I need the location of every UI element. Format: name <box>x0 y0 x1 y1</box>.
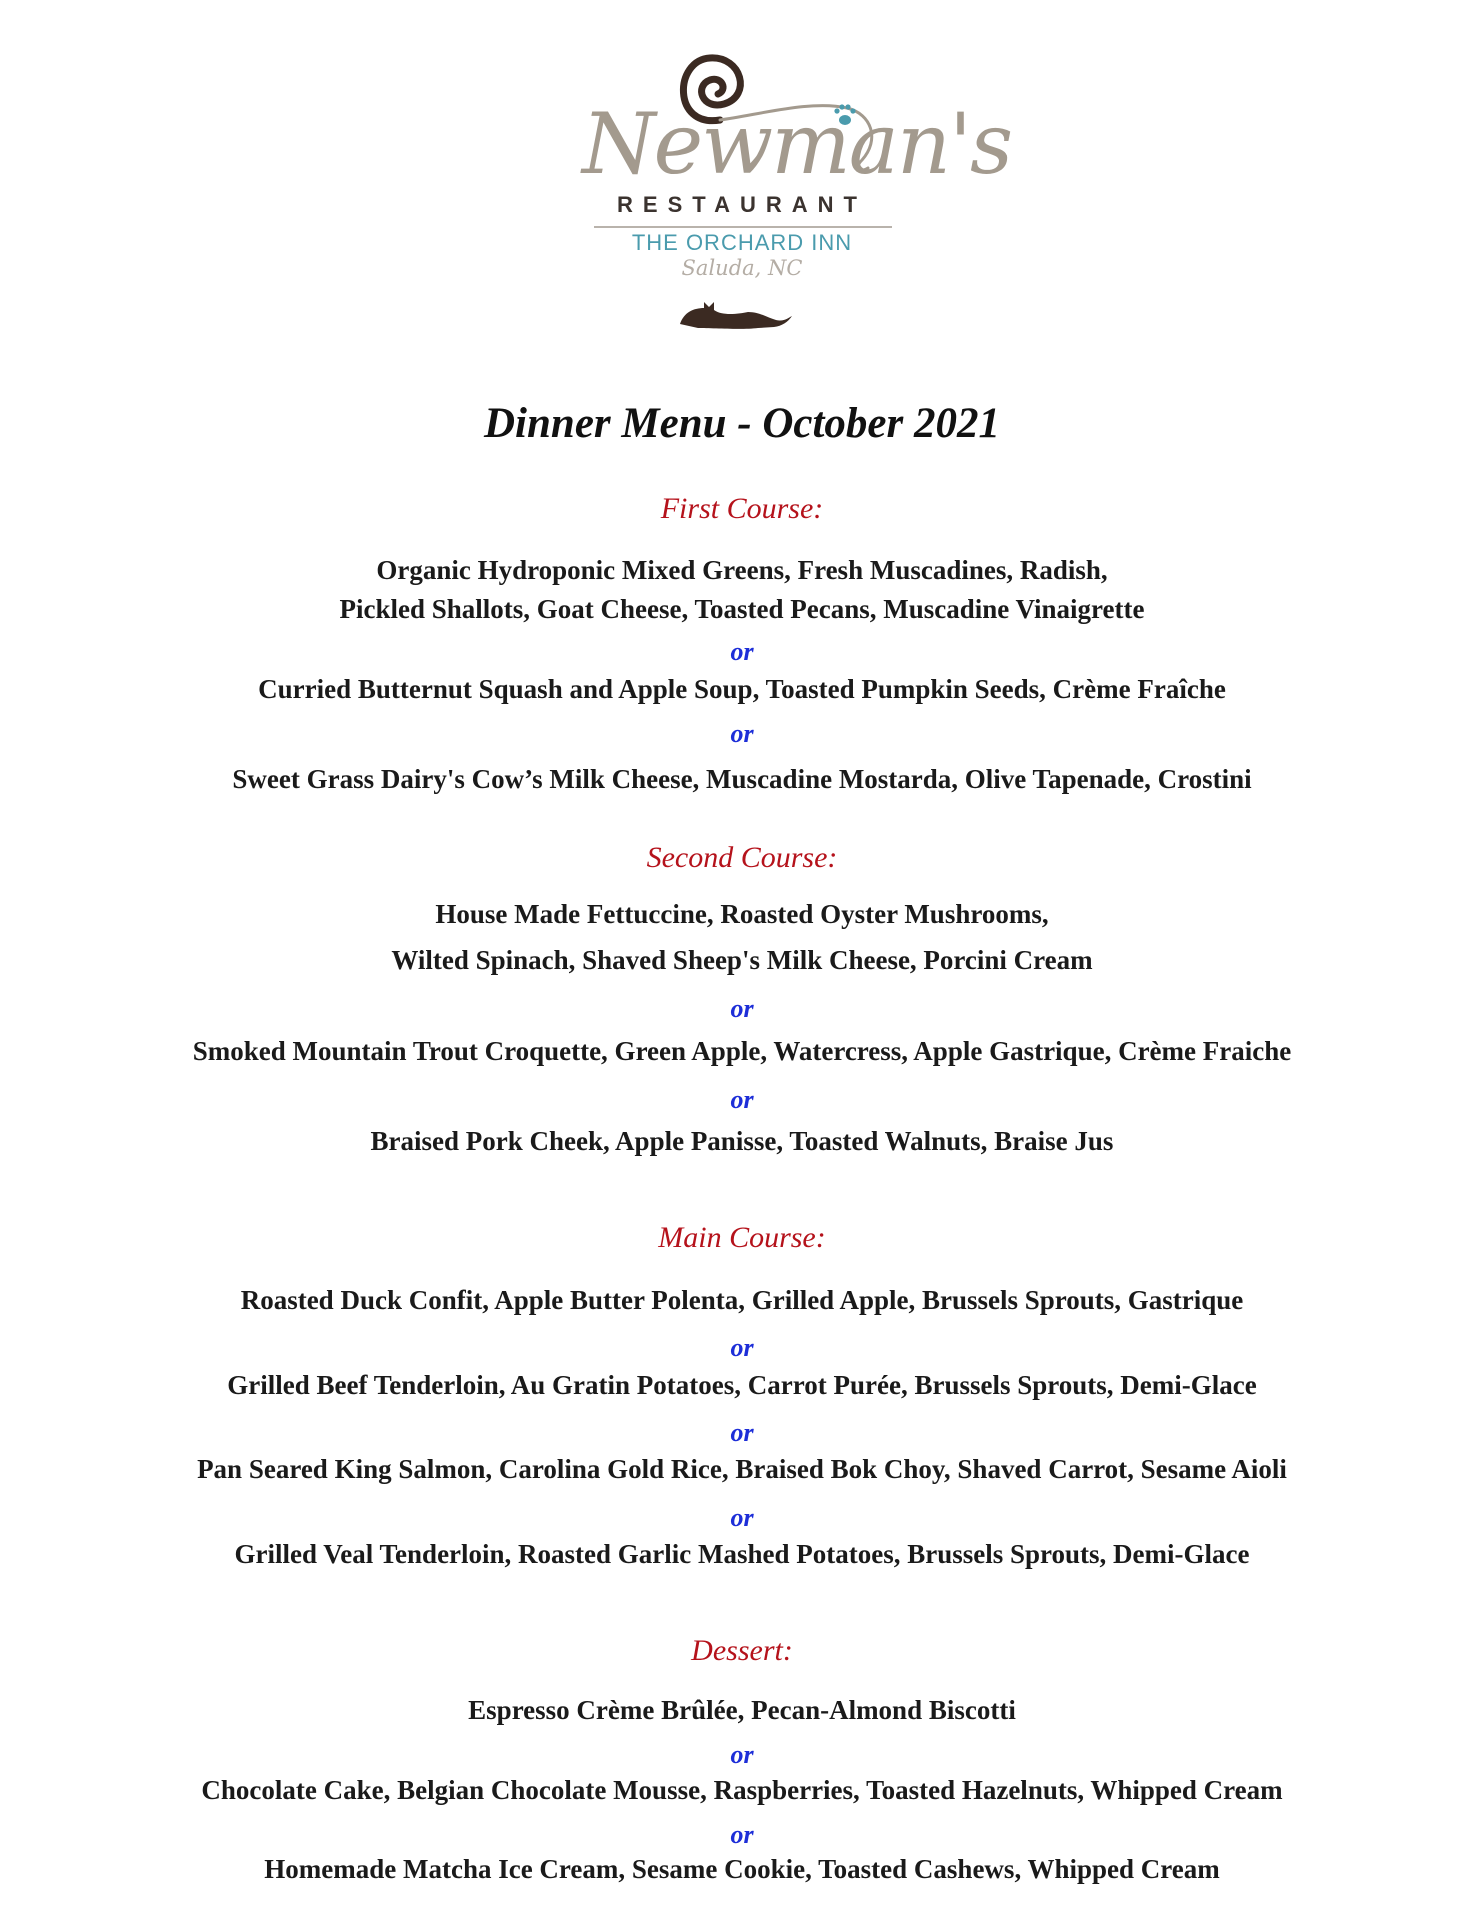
second-course-item-1-line-1: House Made Fettuccine, Roasted Oyster Mushrooms, <box>435 899 1049 929</box>
or-separator: or <box>730 637 754 666</box>
logo-script-name: Newman's <box>582 95 1012 193</box>
main-course-item-3: Pan Seared King Salmon, Carolina Gold Rice, Braised Bok Choy, Shaved Carrot, Sesame Aioli <box>197 1454 1287 1484</box>
dessert-heading: Dessert: <box>691 1634 793 1667</box>
first-course-item-2: Curried Butternut Squash and Apple Soup, Toasted Pumpkin Seeds, Crème Fraîche <box>258 674 1226 704</box>
or-separator: or <box>730 719 754 748</box>
second-course-heading: Second Course: <box>646 841 838 874</box>
main-course-item-2: Grilled Beef Tenderloin, Au Gratin Potatoes, Carrot Purée, Brussels Sprouts, Demi-Glace <box>227 1370 1257 1400</box>
logo-location: Saluda, NC <box>681 256 803 280</box>
or-separator: or <box>730 1820 754 1849</box>
or-separator: or <box>730 994 754 1023</box>
first-course-item-1-line-1: Organic Hydroponic Mixed Greens, Fresh Muscadines, Radish, <box>376 555 1108 585</box>
main-course-item-4: Grilled Veal Tenderloin, Roasted Garlic Mashed Potatoes, Brussels Sprouts, Demi-Glace <box>234 1539 1250 1569</box>
or-separator: or <box>730 1418 754 1447</box>
logo-divider <box>594 226 892 228</box>
dessert-item-1: Espresso Crème Brûlée, Pecan-Almond Biscotti <box>468 1695 1016 1725</box>
or-separator: or <box>730 1333 754 1362</box>
main-course-heading: Main Course: <box>658 1221 826 1254</box>
logo-inn-name: THE ORCHARD INN <box>631 230 853 255</box>
or-separator: or <box>730 1085 754 1114</box>
first-course-heading: First Course: <box>660 492 824 525</box>
dessert-item-2: Chocolate Cake, Belgian Chocolate Mousse, Raspberries, Toasted Hazelnuts, Whipped Cream <box>201 1775 1283 1805</box>
main-course-item-1: Roasted Duck Confit, Apple Butter Polenta, Grilled Apple, Brussels Sprouts, Gastrique <box>240 1285 1244 1315</box>
second-course-item-1-line-2: Wilted Spinach, Shaved Sheep's Milk Cheese, Porcini Cream <box>391 945 1093 975</box>
restaurant-logo <box>562 50 1012 340</box>
dessert-item-3: Homemade Matcha Ice Cream, Sesame Cookie, Toasted Cashews, Whipped Cream <box>264 1854 1220 1884</box>
second-course-item-3: Braised Pork Cheek, Apple Panisse, Toasted Walnuts, Braise Jus <box>370 1126 1114 1156</box>
or-separator: or <box>730 1740 754 1769</box>
logo-restaurant-word: RESTAURANT <box>617 192 867 217</box>
cat-icon <box>680 302 792 329</box>
or-separator: or <box>730 1503 754 1532</box>
menu-title: Dinner Menu - October 2021 <box>483 400 1001 447</box>
first-course-item-3: Sweet Grass Dairy's Cow’s Milk Cheese, Muscadine Mostarda, Olive Tapenade, Crostini <box>232 764 1252 794</box>
first-course-item-1-line-2: Pickled Shallots, Goat Cheese, Toasted Pecans, Muscadine Vinaigrette <box>339 594 1145 624</box>
second-course-item-2: Smoked Mountain Trout Croquette, Green Apple, Watercress, Apple Gastrique, Crème Fraiche <box>192 1036 1292 1066</box>
